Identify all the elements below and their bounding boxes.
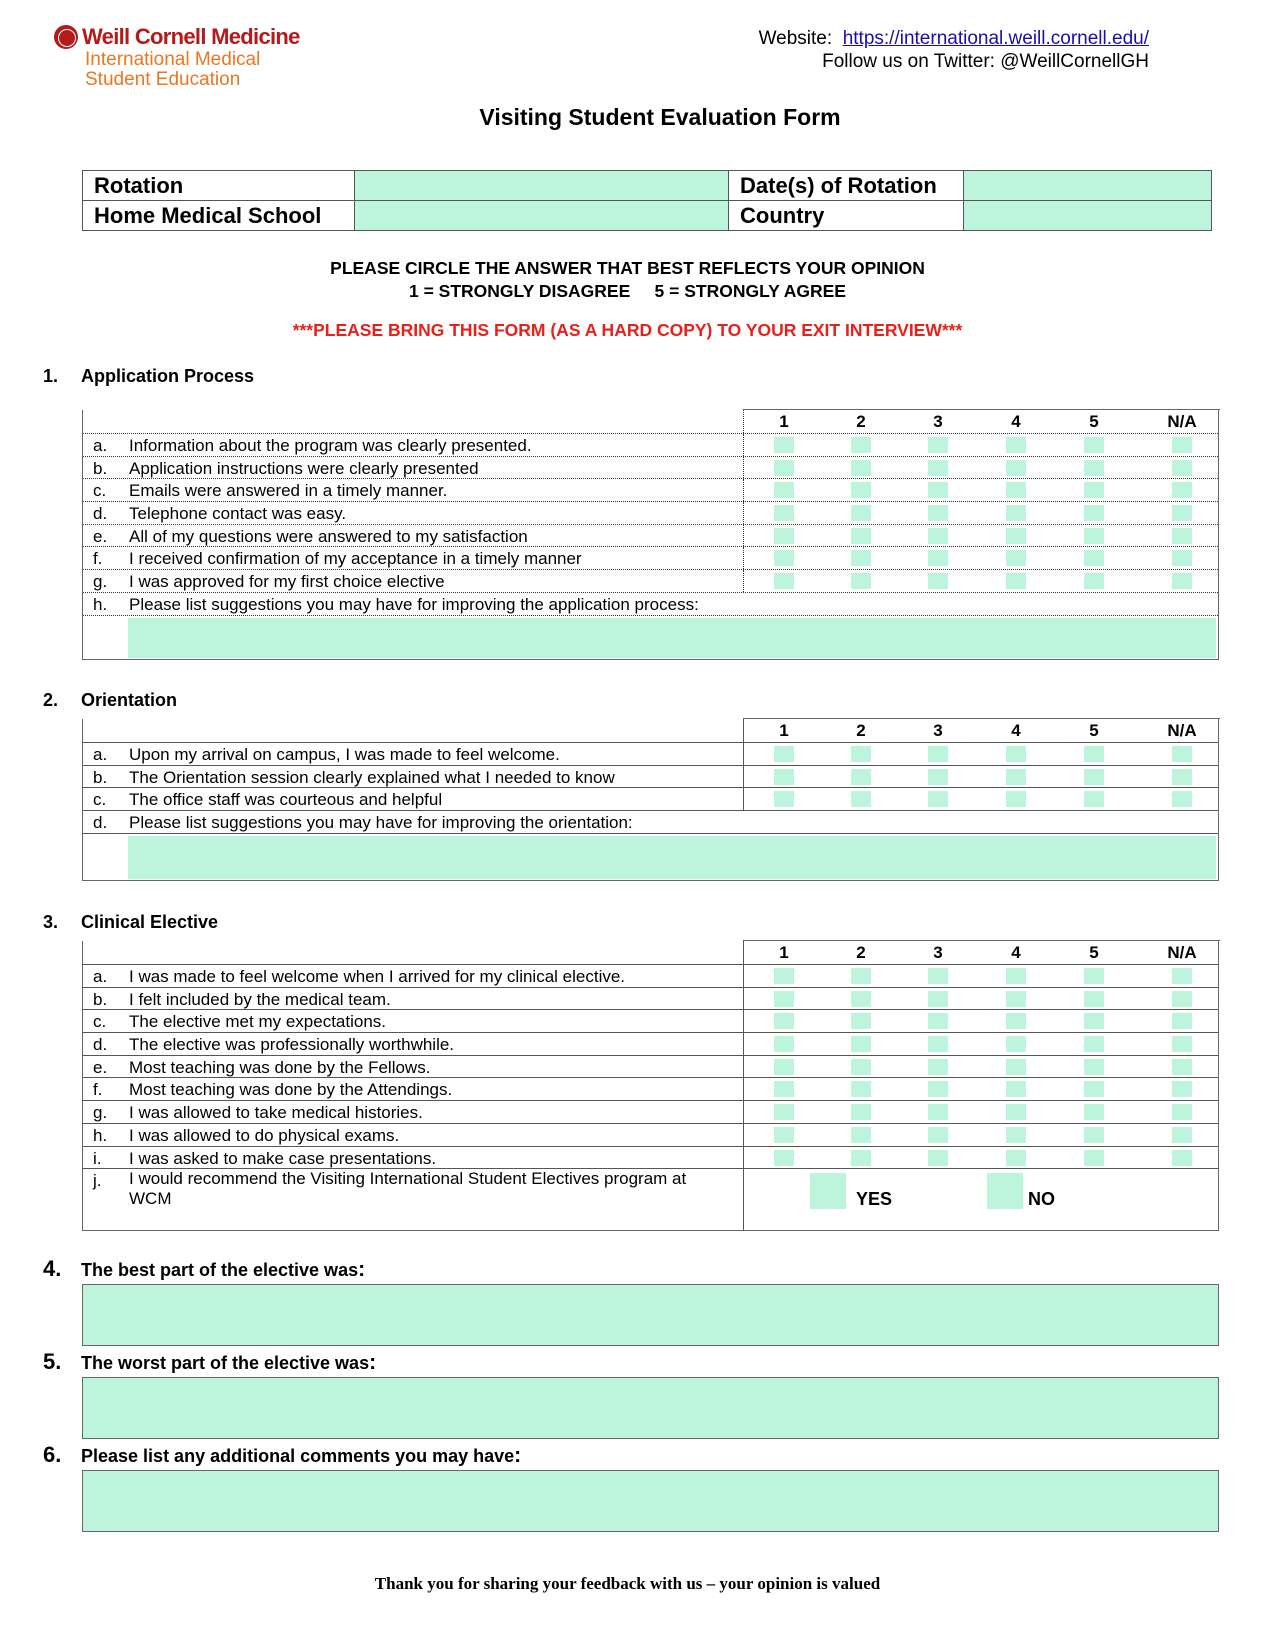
rating-box[interactable] bbox=[1006, 769, 1026, 785]
rating-box[interactable] bbox=[1172, 460, 1192, 476]
item-statement: Telephone contact was easy. bbox=[129, 504, 347, 524]
rotation-field[interactable] bbox=[355, 171, 729, 201]
rating-row bbox=[83, 433, 1218, 456]
rating-row bbox=[83, 1009, 1218, 1032]
dates-field[interactable] bbox=[964, 171, 1212, 201]
no-box[interactable] bbox=[987, 1173, 1023, 1209]
rating-box[interactable] bbox=[1006, 746, 1026, 762]
rating-box[interactable] bbox=[774, 1013, 794, 1029]
scale-label: 3 bbox=[933, 943, 943, 962]
section-title: Orientation bbox=[81, 690, 178, 710]
rating-row bbox=[83, 1055, 1218, 1078]
rating-box[interactable] bbox=[1084, 1150, 1104, 1166]
item-letter: b. bbox=[93, 989, 108, 1009]
rating-box[interactable] bbox=[774, 791, 794, 807]
rating-box[interactable] bbox=[928, 460, 948, 476]
rating-row bbox=[83, 1077, 1218, 1100]
rating-options bbox=[743, 743, 1218, 765]
item-letter: e. bbox=[93, 1057, 108, 1077]
rating-box[interactable] bbox=[928, 1036, 948, 1052]
scale-label: N/A bbox=[1167, 412, 1197, 431]
item-statement: I was asked to make case presentations. bbox=[129, 1148, 437, 1168]
rating-box[interactable] bbox=[1172, 746, 1192, 762]
rating-box[interactable] bbox=[1006, 460, 1026, 476]
rating-options bbox=[743, 988, 1218, 1010]
rating-box[interactable] bbox=[1084, 573, 1104, 589]
scale-columns bbox=[743, 941, 1218, 964]
item-statement: The office staff was courteous and helpful bbox=[129, 790, 443, 810]
rating-box[interactable] bbox=[928, 791, 948, 807]
rating-box[interactable] bbox=[1172, 505, 1192, 521]
rating-box[interactable] bbox=[851, 550, 871, 566]
rating-box[interactable] bbox=[928, 1150, 948, 1166]
rating-box[interactable] bbox=[851, 437, 871, 453]
suggestion-prompt-row bbox=[83, 592, 1218, 615]
scale-label: 4 bbox=[1011, 943, 1021, 962]
rating-options bbox=[743, 570, 1218, 592]
rating-box[interactable] bbox=[928, 505, 948, 521]
item-letter: g. bbox=[93, 1103, 108, 1123]
question-colon: : bbox=[358, 1258, 366, 1281]
item-statement: Most teaching was done by the Attendings. bbox=[129, 1080, 453, 1100]
item-statement: Most teaching was done by the Fellows. bbox=[129, 1057, 431, 1077]
section-3-heading bbox=[43, 912, 218, 933]
rating-box[interactable] bbox=[851, 1036, 871, 1052]
rating-box[interactable] bbox=[851, 968, 871, 984]
scale-label: 4 bbox=[1011, 412, 1021, 431]
rating-box[interactable] bbox=[1006, 1150, 1026, 1166]
item-letter: i. bbox=[93, 1148, 102, 1168]
rating-box[interactable] bbox=[1006, 1036, 1026, 1052]
rating-box[interactable] bbox=[851, 505, 871, 521]
rating-box[interactable] bbox=[1006, 482, 1026, 498]
rotation-label: Rotation bbox=[83, 171, 355, 201]
item-statement: The elective was professionally worthwhile. bbox=[129, 1035, 455, 1055]
rating-box[interactable] bbox=[1084, 746, 1104, 762]
suggestion-input[interactable] bbox=[128, 618, 1216, 658]
rating-box[interactable] bbox=[851, 769, 871, 785]
item-statement: Emails were answered in a timely manner. bbox=[129, 481, 448, 501]
logo-subtitle-2: Student Education bbox=[85, 69, 241, 90]
item-letter: b. bbox=[93, 767, 108, 787]
rating-options bbox=[743, 547, 1218, 569]
item-statement: Upon my arrival on campus, I was made to feel welcome. bbox=[129, 745, 560, 764]
scale-header-row bbox=[83, 941, 1218, 964]
rating-box[interactable] bbox=[774, 550, 794, 566]
rating-row bbox=[83, 964, 1218, 987]
rating-box[interactable] bbox=[1172, 968, 1192, 984]
rating-box[interactable] bbox=[851, 1127, 871, 1143]
rating-box[interactable] bbox=[1006, 1081, 1026, 1097]
rating-box[interactable] bbox=[774, 460, 794, 476]
rating-row bbox=[83, 524, 1218, 547]
question-number: 4. bbox=[43, 1256, 62, 1281]
orientation-grid bbox=[82, 719, 1219, 881]
section-title: Clinical Elective bbox=[81, 912, 219, 932]
rating-box[interactable] bbox=[1172, 1036, 1192, 1052]
no-label: NO bbox=[1028, 1189, 1055, 1210]
item-letter: f. bbox=[93, 1080, 103, 1100]
scale-label: 3 bbox=[933, 721, 943, 740]
item-statement: I received confirmation of my acceptance in a timely manner bbox=[129, 549, 582, 569]
rating-box[interactable] bbox=[774, 991, 794, 1007]
item-letter: h. bbox=[93, 594, 108, 614]
question-text: Please list any additional comments you may have bbox=[81, 1446, 515, 1466]
scale-label: N/A bbox=[1167, 721, 1197, 740]
rating-box[interactable] bbox=[1006, 968, 1026, 984]
rating-box[interactable] bbox=[1172, 791, 1192, 807]
item-statement: I was made to feel welcome when I arrived for my clinical elective. bbox=[129, 967, 626, 986]
hard-copy-notice: ***PLEASE BRING THIS FORM (AS A HARD COPY) TO YOUR EXIT INTERVIEW*** bbox=[292, 320, 963, 340]
rating-box[interactable] bbox=[774, 505, 794, 521]
website-link[interactable]: https://international.weill.cornell.edu/ bbox=[842, 28, 1149, 49]
rating-row bbox=[83, 569, 1218, 592]
rating-box[interactable] bbox=[1006, 550, 1026, 566]
item-statement: Application instructions were clearly presented bbox=[129, 458, 479, 478]
rating-box[interactable] bbox=[1172, 1150, 1192, 1166]
rating-options bbox=[743, 1010, 1218, 1032]
rating-box[interactable] bbox=[1172, 991, 1192, 1007]
item-letter: f. bbox=[93, 549, 103, 569]
rating-options bbox=[743, 788, 1218, 810]
scale-header-row bbox=[83, 719, 1218, 742]
rating-box[interactable] bbox=[1084, 505, 1104, 521]
question-5-heading bbox=[43, 1349, 376, 1375]
home-school-field[interactable] bbox=[355, 201, 729, 231]
item-statement: I was approved for my first choice elective bbox=[129, 572, 445, 592]
rating-box[interactable] bbox=[928, 437, 948, 453]
rating-options bbox=[743, 1056, 1218, 1078]
rating-box[interactable] bbox=[774, 968, 794, 984]
item-letter: c. bbox=[93, 790, 107, 810]
rating-box[interactable] bbox=[1084, 460, 1104, 476]
rating-options bbox=[743, 766, 1218, 788]
rating-row bbox=[83, 501, 1218, 524]
rating-box[interactable] bbox=[1172, 769, 1192, 785]
item-letter: a. bbox=[93, 745, 108, 764]
question-number: 5. bbox=[43, 1349, 62, 1374]
scale-header-row bbox=[83, 410, 1218, 433]
rating-box[interactable] bbox=[774, 1059, 794, 1075]
scale-label: N/A bbox=[1167, 943, 1197, 962]
item-letter: c. bbox=[93, 1012, 107, 1032]
item-statement: I felt included by the medical team. bbox=[129, 989, 391, 1009]
item-letter: a. bbox=[93, 436, 108, 455]
rating-box[interactable] bbox=[1172, 550, 1192, 566]
item-statement: The elective met my expectations. bbox=[129, 1012, 387, 1032]
rating-options bbox=[743, 502, 1218, 524]
rating-options bbox=[743, 1101, 1218, 1123]
rating-box[interactable] bbox=[1084, 1036, 1104, 1052]
worst-part-answer-box[interactable] bbox=[82, 1377, 1219, 1439]
scale-label: 2 bbox=[856, 943, 866, 962]
item-letter: b. bbox=[93, 458, 108, 478]
rating-box[interactable] bbox=[1084, 437, 1104, 453]
item-statement: All of my questions were answered to my satisfaction bbox=[129, 526, 528, 546]
rating-row bbox=[83, 1146, 1218, 1169]
rating-box[interactable] bbox=[928, 1081, 948, 1097]
rating-box[interactable] bbox=[1084, 1059, 1104, 1075]
best-part-answer-box[interactable] bbox=[82, 1284, 1219, 1346]
rating-box[interactable] bbox=[774, 482, 794, 498]
rating-box[interactable] bbox=[774, 1127, 794, 1143]
rating-box[interactable] bbox=[1084, 528, 1104, 544]
rating-box[interactable] bbox=[851, 1150, 871, 1166]
rating-box[interactable] bbox=[1084, 550, 1104, 566]
rating-options bbox=[743, 1078, 1218, 1100]
scale-label: 5 bbox=[1089, 943, 1099, 962]
form-title: Visiting Student Evaluation Form bbox=[479, 104, 841, 130]
scale-label: 3 bbox=[933, 412, 943, 431]
rating-box[interactable] bbox=[1084, 1104, 1104, 1120]
suggestion-prompt: Please list suggestions you may have for improving the orientation: bbox=[129, 813, 633, 833]
dates-label: Date(s) of Rotation bbox=[729, 171, 964, 201]
rating-box[interactable] bbox=[851, 460, 871, 476]
rating-box[interactable] bbox=[1084, 1127, 1104, 1143]
rating-box[interactable] bbox=[1084, 1013, 1104, 1029]
rating-box[interactable] bbox=[1006, 1104, 1026, 1120]
item-letter: g. bbox=[93, 572, 108, 592]
rating-box[interactable] bbox=[928, 1127, 948, 1143]
yes-label: YES bbox=[856, 1189, 893, 1210]
rating-box[interactable] bbox=[928, 1104, 948, 1120]
scale-columns bbox=[743, 410, 1218, 433]
instructions-line-2: 1 = STRONGLY DISAGREE 5 = STRONGLY AGREE bbox=[409, 281, 846, 301]
scale-label: 1 bbox=[779, 943, 789, 962]
rating-box[interactable] bbox=[774, 528, 794, 544]
rating-box[interactable] bbox=[851, 991, 871, 1007]
suggestion-prompt-row bbox=[83, 810, 1218, 833]
scale-label: 5 bbox=[1089, 412, 1099, 431]
item-statement: Information about the program was clearly presented. bbox=[129, 436, 532, 455]
rating-box[interactable] bbox=[1006, 505, 1026, 521]
item-statement: The Orientation session clearly explained what I needed to know bbox=[129, 767, 615, 787]
rating-box[interactable] bbox=[928, 528, 948, 544]
rating-box[interactable] bbox=[928, 769, 948, 785]
wcm-logo bbox=[54, 24, 300, 90]
rating-options bbox=[743, 1033, 1218, 1055]
rating-box[interactable] bbox=[1006, 528, 1026, 544]
rating-box[interactable] bbox=[1172, 482, 1192, 498]
section-1-heading bbox=[43, 366, 254, 387]
rating-box[interactable] bbox=[1172, 573, 1192, 589]
rating-box[interactable] bbox=[1172, 1081, 1192, 1097]
rating-box[interactable] bbox=[928, 1059, 948, 1075]
rating-box[interactable] bbox=[1006, 573, 1026, 589]
rating-box[interactable] bbox=[774, 746, 794, 762]
section-title: Application Process bbox=[81, 366, 255, 386]
wcm-seal-icon bbox=[54, 25, 78, 49]
rating-box[interactable] bbox=[1172, 1104, 1192, 1120]
rating-box[interactable] bbox=[1006, 1059, 1026, 1075]
scale-label: 5 bbox=[1089, 721, 1099, 740]
rating-box[interactable] bbox=[1172, 1013, 1192, 1029]
rating-box[interactable] bbox=[774, 573, 794, 589]
suggestion-field-row bbox=[83, 615, 1218, 659]
rating-box[interactable] bbox=[1084, 791, 1104, 807]
rating-options bbox=[743, 965, 1218, 987]
rating-box[interactable] bbox=[1006, 437, 1026, 453]
rating-row bbox=[83, 787, 1218, 810]
section-number: 3. bbox=[43, 912, 59, 932]
suggestion-input[interactable] bbox=[128, 836, 1216, 879]
rating-box[interactable] bbox=[1172, 528, 1192, 544]
rating-box[interactable] bbox=[774, 1104, 794, 1120]
instructions bbox=[0, 257, 1255, 303]
item-statement: I was allowed to do physical exams. bbox=[129, 1125, 400, 1145]
instructions-line-1: PLEASE CIRCLE THE ANSWER THAT BEST REFLECTS YOUR OPINION bbox=[330, 258, 925, 278]
scale-columns bbox=[743, 719, 1218, 742]
rating-row bbox=[83, 765, 1218, 788]
rating-options bbox=[743, 457, 1218, 479]
website-label: Website: bbox=[758, 28, 833, 49]
clinical-elective-grid bbox=[82, 941, 1219, 1231]
rating-row bbox=[83, 1100, 1218, 1123]
rating-row bbox=[83, 1123, 1218, 1146]
rating-box[interactable] bbox=[774, 1036, 794, 1052]
rating-box[interactable] bbox=[1006, 791, 1026, 807]
question-text: The worst part of the elective was bbox=[81, 1353, 370, 1373]
scale-label: 4 bbox=[1011, 721, 1021, 740]
rating-row bbox=[83, 478, 1218, 501]
rating-box[interactable] bbox=[851, 1059, 871, 1075]
item-letter: j. bbox=[93, 1171, 102, 1191]
rating-box[interactable] bbox=[1006, 1013, 1026, 1029]
country-label: Country bbox=[729, 201, 964, 231]
item-letter: h. bbox=[93, 1125, 108, 1145]
rating-box[interactable] bbox=[1172, 437, 1192, 453]
section-number: 2. bbox=[43, 690, 59, 710]
rating-box[interactable] bbox=[774, 437, 794, 453]
rating-options bbox=[743, 525, 1218, 547]
question-6-heading bbox=[43, 1442, 521, 1468]
rating-box[interactable] bbox=[1172, 1059, 1192, 1075]
rating-box[interactable] bbox=[774, 769, 794, 785]
rating-box[interactable] bbox=[1006, 991, 1026, 1007]
item-letter: d. bbox=[93, 813, 108, 833]
yes-box[interactable] bbox=[810, 1173, 846, 1209]
rating-box[interactable] bbox=[928, 991, 948, 1007]
home-school-label: Home Medical School bbox=[83, 201, 355, 231]
rating-box[interactable] bbox=[774, 1150, 794, 1166]
rating-box[interactable] bbox=[851, 528, 871, 544]
additional-comments-answer-box[interactable] bbox=[82, 1470, 1219, 1532]
rating-box[interactable] bbox=[851, 1081, 871, 1097]
rating-box[interactable] bbox=[851, 482, 871, 498]
rating-box[interactable] bbox=[1084, 769, 1104, 785]
question-text: The best part of the elective was bbox=[81, 1260, 359, 1280]
logo-subtitle-1: International Medical bbox=[85, 49, 261, 70]
item-statement: I was allowed to take medical histories. bbox=[129, 1103, 423, 1123]
rating-row bbox=[83, 742, 1218, 765]
rating-row bbox=[83, 456, 1218, 479]
item-letter: a. bbox=[93, 967, 108, 986]
item-letter: e. bbox=[93, 526, 108, 546]
recommend-row bbox=[83, 1168, 1218, 1230]
rating-box[interactable] bbox=[851, 1104, 871, 1120]
country-field[interactable] bbox=[964, 201, 1212, 231]
item-letter: d. bbox=[93, 504, 108, 524]
rotation-info-table bbox=[82, 170, 1212, 231]
rating-box[interactable] bbox=[851, 573, 871, 589]
scale-label: 1 bbox=[779, 721, 789, 740]
rating-box[interactable] bbox=[1084, 968, 1104, 984]
logo-name: Weill Cornell Medicine bbox=[82, 24, 300, 49]
scale-label: 2 bbox=[856, 412, 866, 431]
scale-label: 2 bbox=[856, 721, 866, 740]
rating-box[interactable] bbox=[928, 968, 948, 984]
suggestion-prompt: Please list suggestions you may have for improving the application process: bbox=[129, 594, 699, 614]
rating-options bbox=[743, 1147, 1218, 1169]
question-number: 6. bbox=[43, 1442, 62, 1467]
rating-box[interactable] bbox=[851, 1013, 871, 1029]
rating-options bbox=[743, 1124, 1218, 1146]
section-2-heading bbox=[43, 690, 177, 711]
rating-box[interactable] bbox=[851, 746, 871, 762]
rating-box[interactable] bbox=[928, 1013, 948, 1029]
rating-box[interactable] bbox=[928, 573, 948, 589]
footer-thanks: Thank you for sharing your feedback with us – your opinion is valued bbox=[374, 1574, 881, 1593]
question-colon: : bbox=[369, 1351, 377, 1374]
contact-info bbox=[759, 27, 1149, 73]
twitter-line: Follow us on Twitter: @WeillCornellGH bbox=[822, 51, 1149, 72]
rating-box[interactable] bbox=[928, 550, 948, 566]
rating-box[interactable] bbox=[1084, 991, 1104, 1007]
rating-box[interactable] bbox=[928, 482, 948, 498]
rating-box[interactable] bbox=[1172, 1127, 1192, 1143]
question-4-heading bbox=[43, 1256, 365, 1282]
scale-label: 1 bbox=[779, 412, 789, 431]
rating-options bbox=[743, 434, 1218, 456]
rating-row bbox=[83, 987, 1218, 1010]
rating-box[interactable] bbox=[1084, 482, 1104, 498]
suggestion-field-row bbox=[83, 833, 1218, 880]
section-number: 1. bbox=[43, 366, 59, 386]
rating-box[interactable] bbox=[1084, 1081, 1104, 1097]
application-process-grid bbox=[82, 410, 1219, 660]
question-colon: : bbox=[514, 1444, 522, 1467]
rating-options bbox=[743, 479, 1218, 501]
rating-box[interactable] bbox=[928, 746, 948, 762]
rating-box[interactable] bbox=[1006, 1127, 1026, 1143]
column-divider bbox=[743, 1169, 744, 1230]
rating-box[interactable] bbox=[774, 1081, 794, 1097]
recommend-statement: I would recommend the Visiting International Student Electives program at WCM bbox=[129, 1169, 687, 1209]
rating-box[interactable] bbox=[851, 791, 871, 807]
rating-row bbox=[83, 546, 1218, 569]
item-letter: c. bbox=[93, 481, 107, 501]
item-letter: d. bbox=[93, 1035, 108, 1055]
rating-row bbox=[83, 1032, 1218, 1055]
